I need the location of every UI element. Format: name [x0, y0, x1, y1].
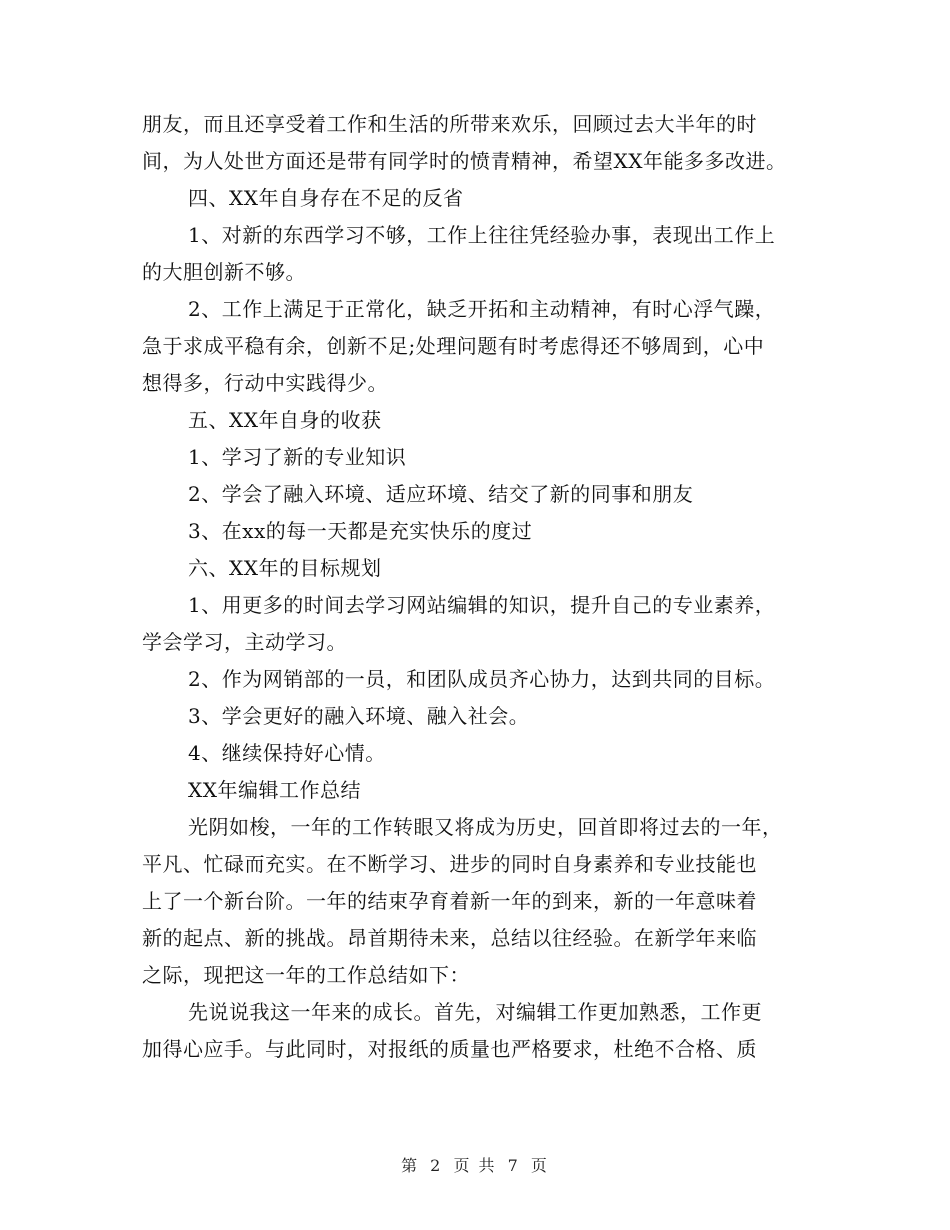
text-line: 学会学习，主动学习。: [142, 630, 347, 654]
text-line: 1、对新的东西学习不够，工作上往往凭经验办事，表现出工作上: [188, 223, 776, 247]
text-line: 新的起点、新的挑战。昂首期待未来，总结以往经验。在新学年来临: [142, 926, 757, 950]
text-line: 2、学会了融入环境、适应环境、结交了新的同事和朋友: [188, 482, 694, 506]
text-line: 四、XX年自身存在不足的反省: [188, 186, 464, 210]
footer-prefix: 第: [401, 1156, 420, 1175]
text-line: 光阴如梭，一年的工作转眼又将成为历史，回首即将过去的一年，: [188, 815, 783, 839]
text-line: 想得多，行动中实践得少。: [142, 371, 388, 395]
text-line: 2、工作上满足于正常化，缺乏开拓和主动精神，有时心浮气躁，: [188, 297, 776, 321]
footer-suffix: 页: [530, 1156, 549, 1175]
text-line: 朋友，而且还享受着工作和生活的所带来欢乐，回顾过去大半年的时: [142, 112, 757, 136]
text-line: 上了一个新台阶。一年的结束孕育着新一年的到来，新的一年意味着: [142, 889, 757, 913]
footer-page-number: 2: [430, 1156, 443, 1175]
text-line: 1、用更多的时间去学习网站编辑的知识，提升自己的专业素养，: [188, 593, 776, 617]
text-line: 的大胆创新不够。: [142, 260, 306, 284]
footer-middle: 页 共: [453, 1156, 497, 1175]
text-line: 1、学习了新的专业知识: [188, 445, 407, 469]
text-line: 间，为人处世方面还是带有同学时的愤青精神，希望XX年能多多改进。: [142, 149, 787, 173]
text-line: XX年编辑工作总结: [188, 778, 361, 802]
text-line: 3、学会更好的融入环境、融入社会。: [188, 704, 530, 728]
text-line: 加得心应手。与此同时，对报纸的质量也严格要求，杜绝不合格、质: [142, 1037, 757, 1061]
text-line: 4、继续保持好心情。: [188, 741, 386, 765]
footer-total-pages: 7: [507, 1156, 520, 1175]
page-footer: [0, 1153, 950, 1176]
text-line: 2、作为网销部的一员，和团队成员齐心协力，达到共同的目标。: [188, 667, 776, 691]
text-line: 六、XX年的目标规划: [188, 556, 382, 580]
document-body: [142, 106, 822, 1068]
text-line: 3、在xx的每一天都是充实快乐的度过: [188, 519, 533, 543]
text-line: 五、XX年自身的收获: [188, 408, 382, 432]
text-line: 先说说我这一年来的成长。首先，对编辑工作更加熟悉，工作更: [188, 1000, 762, 1024]
text-line: 之际，现把这一年的工作总结如下：: [142, 963, 470, 987]
text-line: 急于求成平稳有余，创新不足;处理问题有时考虑得还不够周到，心中: [142, 334, 765, 358]
text-line: 平凡、忙碌而充实。在不断学习、进步的同时自身素养和专业技能也: [142, 852, 757, 876]
